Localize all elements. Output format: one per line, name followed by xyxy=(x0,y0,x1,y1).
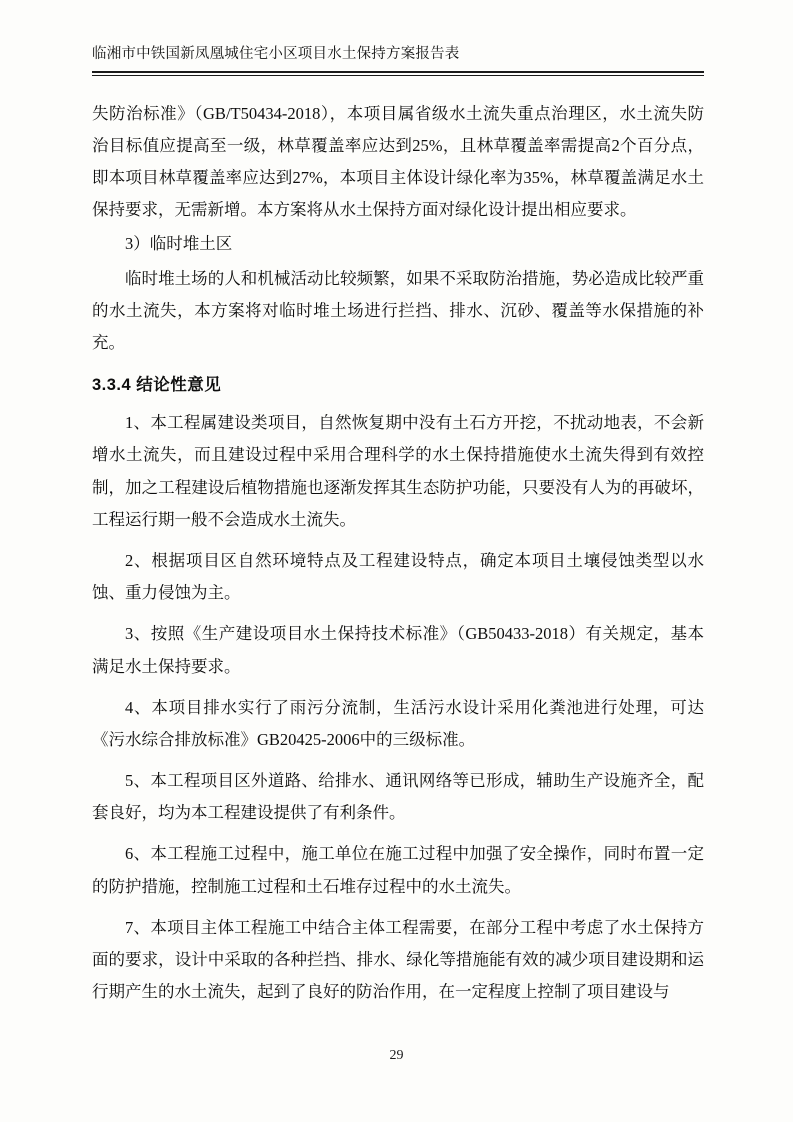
paragraph: 3、按照《生产建设项目水土保持技术标准》（GB50433-2018）有关规定，基本满足水土保持要求。 xyxy=(92,624,704,676)
paragraph: 7、本项目主体工程施工中结合主体工程需要，在部分工程中考虑了水土保持方面的要求，设计中采取的各种拦挡、排水、绿化等措施能有效的减少项目建设期和运行期产生的水土流失，起到了良好的防治作用，在一定程度上控制了项目建设与 xyxy=(92,917,704,1002)
paragraph-spacer xyxy=(92,685,704,692)
paragraph: 5、本工程项目区外道路、给排水、通讯网络等已形成，辅助生产设施齐全，配套良好，均为本工程建设提供了有利条件。 xyxy=(92,771,704,823)
paragraph: 3）临时堆土区 xyxy=(125,234,233,254)
document-header: 临湘市中铁国新凤凰城住宅小区项目水土保持方案报告表 xyxy=(92,46,460,62)
paragraph-spacer xyxy=(92,758,704,765)
paragraph: 4、本项目排水实行了雨污分流制，生活污水设计采用化粪池进行处理，可达《污水综合排放标准》GB20425-2006中的三级标准。 xyxy=(92,697,704,749)
paragraph-spacer xyxy=(92,538,704,545)
paragraph: 失防治标准》（GB/T50434-2018），本项目属省级水土流失重点治理区，水土流失防治目标值应提高至一级，林草覆盖率应达到25%，且林草覆盖率需提高2个百分点，即本项目林草覆盖率应达到27%，本项目主体设计绿化率为35%，林草覆盖满足水土保持要求，无需新增。本方案将从水土保持方面对绿化设计提出相应要求。 xyxy=(92,103,704,220)
page-number: 29 xyxy=(389,1048,404,1063)
paragraph: 1、本工程属建设类项目，自然恢复期中没有土石方开挖，不扰动地表，不会新增水土流失，而且建设过程中采用合理科学的水土保持措施使水土流失得到有效控制，加之工程建设后植物措施也逐渐发挥其生态防护功能，只要没有人为的再破坏，工程运行期一般不会造成水土流失。 xyxy=(92,413,704,529)
section-heading: 3.3.4 结论性意见 xyxy=(92,376,222,395)
paragraph-spacer xyxy=(92,831,704,838)
paragraph: 6、本工程施工过程中，施工单位在施工过程中加强了安全操作，同时布置一定的防护措施，控制施工过程和土石堆存过程中的水土流失。 xyxy=(92,844,704,896)
paragraph: 2、根据项目区自然环境特点及工程建设特点，确定本项目土壤侵蚀类型以水蚀、重力侵蚀为主。 xyxy=(92,550,704,603)
header-divider xyxy=(92,71,704,76)
paragraph-spacer xyxy=(92,905,704,912)
paragraph: 临时堆土场的人和机械活动比较频繁，如果不采取防治措施，势必造成比较严重的水土流失，本方案将对临时堆土场进行拦挡、排水、沉砂、覆盖等水保措施的补充。 xyxy=(92,268,704,352)
page-content xyxy=(92,44,704,1010)
paragraph-spacer xyxy=(92,611,704,618)
